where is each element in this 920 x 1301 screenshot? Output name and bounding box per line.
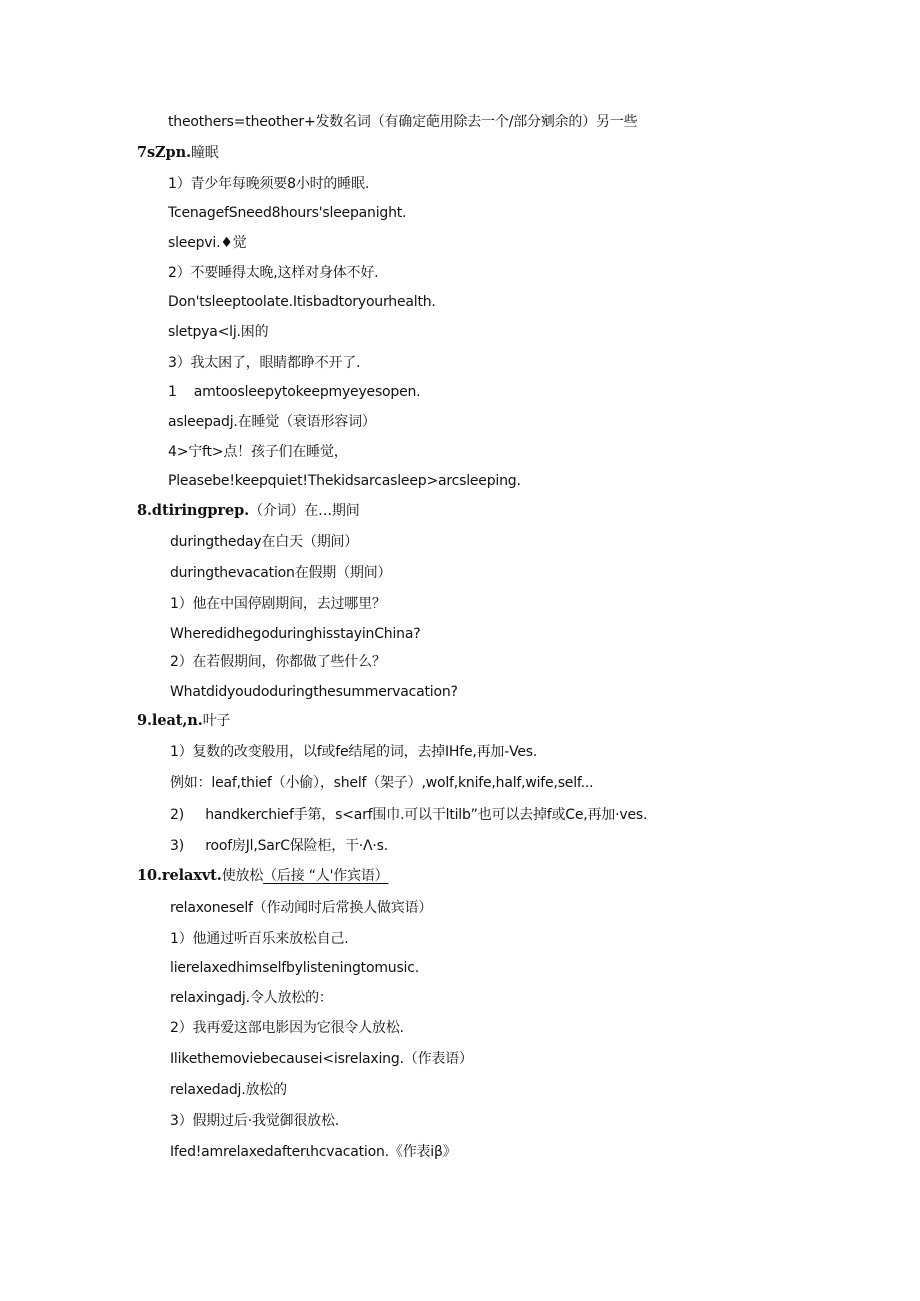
text-line: 2）我再爱这部电影因为它很令人放松.	[170, 1020, 404, 1036]
text-line: 1）他通过听百乐来放松自己.	[170, 931, 349, 947]
text-line: 例如：leaf,thief（小偷），shelf（架子）,wolf,knife,half,wife,self...	[170, 775, 594, 791]
text-line: Don'tsleeptoolate.Itisbadtoryourhealth.	[168, 294, 436, 310]
heading-note: （后接 “人'作宾语）	[263, 868, 389, 884]
text-line: 2）不要睡得太晚,这样对身体不好.	[168, 265, 379, 281]
text-line: Whatdidyoudoduringthesummervacation?	[170, 684, 458, 700]
text-line: asleepadj.在睡觉（衰语形容词）	[168, 414, 376, 430]
text-line: 3）我太困了，眼睛都睁不开了.	[168, 355, 361, 371]
section-heading	[137, 144, 219, 162]
text-line: 2）在若假期间，你都做了些什么？	[170, 654, 386, 670]
text-line: 1）复数的改变般用，以f或fe结尾的词，去掉IHfe,再加-Ves.	[170, 744, 538, 760]
text-line: Ifed!amrelaxedafterιhcvacation.《作表iβ》	[170, 1144, 457, 1160]
text-line: lierelaxedhimselfbylisteningtomusic.	[170, 960, 419, 976]
heading-word: 9.leat,n.	[137, 712, 203, 729]
heading-meaning: 使放松	[221, 868, 264, 884]
text-line: relaxedadj.放松的	[170, 1082, 287, 1098]
heading-meaning: （介词）在…期间	[249, 503, 360, 519]
text-line: 2) handkerchief手第，s<arf围巾.可以干ltilb”也可以去掉f或Ce,再加·ves.	[170, 807, 648, 823]
text-line: sleepvi.♦觉	[168, 235, 247, 251]
heading-word: 7sZpn.	[137, 144, 191, 161]
text-line: sletpya<lj.困的	[168, 324, 269, 340]
heading-meaning: 瞳眠	[190, 145, 219, 161]
text-line: 1）他在中国停剧期间，去过哪里？	[170, 596, 386, 612]
text-line: 4>宁ft>点！孩子们在睡觉，	[168, 444, 348, 460]
text-line: 1 amtoosleepytokeepmyeyesopen.	[168, 384, 421, 400]
text-line: TcenagefSneed8hours'sleepanight.	[168, 205, 407, 221]
text-line: Pleasebe!keepquiet!Thekidsarcasleep>arcsleeping.	[168, 473, 521, 489]
section-heading	[137, 867, 388, 885]
text-line: relaxoneself（作动闻时后常换人做宾语）	[170, 900, 433, 916]
section-heading	[137, 502, 360, 520]
heading-meaning: 叶子	[202, 713, 231, 729]
text-line: 1）青少年每晚须要8小时的睡眠.	[168, 176, 370, 192]
heading-word: 10.relaxvt.	[137, 867, 222, 884]
text-line: 3）假期过后·我觉御很放松.	[170, 1113, 340, 1129]
section-heading	[137, 712, 230, 730]
text-line: duringthevacation在假期（期间）	[170, 565, 392, 581]
text-line: 3) roof房Jl,SarC保险柜，干·Λ·s.	[170, 838, 389, 854]
text-line: WheredidhegoduringhisstayinChina?	[170, 626, 421, 642]
text-line: Ilikethemoviebecausei<isrelaxing.（作表语）	[170, 1051, 473, 1067]
text-line: duringtheday在白天（期间）	[170, 534, 359, 550]
heading-word: 8.dtiringprep.	[137, 502, 250, 519]
text-line: relaxingadj.令人放松的：	[170, 990, 333, 1006]
text-line: theothers=theother+发数名词（有确定葩用除去一个/部分剜余的）另一些	[168, 114, 638, 130]
